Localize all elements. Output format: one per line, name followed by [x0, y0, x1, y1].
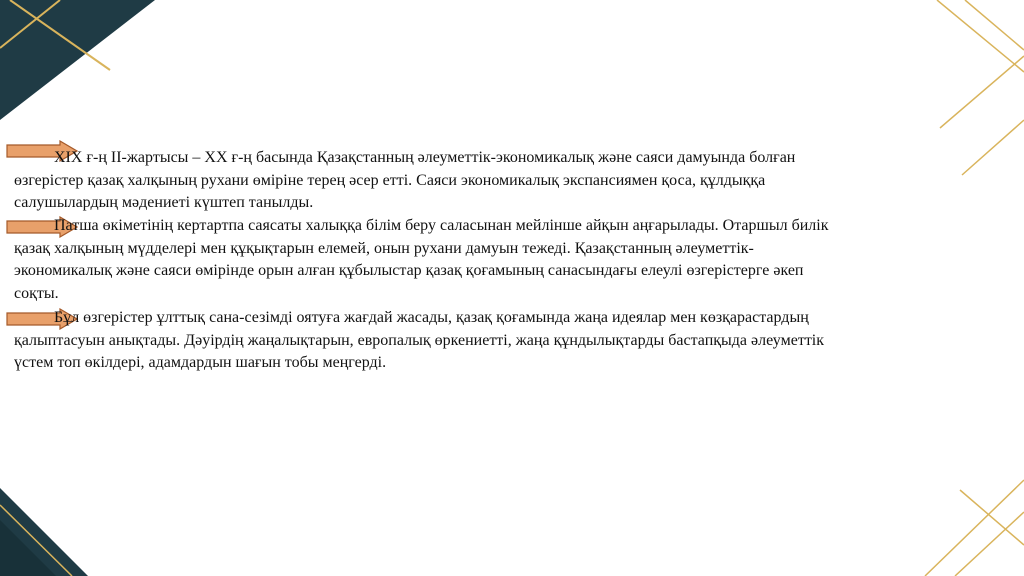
paragraph-2-text: Патша өкіметінің кертартпа саясаты халыққа білім беру саласынан мейлінше айқын аңғарылады. Отаршыл билік қазақ халқының мүдделері мен құқықтарын елемей, онын рухани дамуын тежеді. Қазақстанның әлеуметтік-экономикалық және саяси өмірінде орын алған құбылыстар қазақ қоғамының санасындағы елеулі өзгерістерге әкеп соқты.: [14, 217, 829, 302]
paragraph-3: [14, 307, 834, 375]
bottom-right-gold-line: [960, 490, 1024, 545]
top-right-gold-line: [937, 0, 1024, 72]
bottom-left-teal-shape: [0, 488, 88, 576]
paragraph-3-text: Бұл өзгерістер ұлттық сана-сезімді оятуға жағдай жасады, қазақ қоғамында жаңа идеялар мен көзқарастардың қалыптасуын анықтады. Дәуірдің жаңалықтарын, европалық өркениетті, жаңа құндылықтарды бастапқыда әлеуметтік үстем топ өкілдері, адамдардын шағын тобы меңгерді.: [14, 309, 825, 371]
top-right-gold-line: [940, 56, 1024, 128]
bottom-left-gold-line: [0, 505, 72, 576]
paragraph-1: [14, 147, 834, 215]
top-left-gold-line: [0, 0, 60, 48]
paragraph-2: [14, 215, 834, 305]
paragraph-1-text: XIX ғ-ң II-жартысы – XX ғ-ң басында Қазақстанның әлеуметтік-экономикалық және саяси дамуында болған өзгерістер қазақ халқының рухани өміріне терең әсер етті. Саяси экономикалық экспансиямен қоса, құлдыққа салушылардың мәдениеті күштеп танылды.: [14, 149, 796, 211]
top-right-gold-line: [962, 120, 1024, 175]
bottom-right-gold-line: [925, 480, 1024, 576]
bottom-right-gold-line: [955, 512, 1024, 576]
top-right-gold-line: [965, 0, 1024, 50]
top-left-gold-line: [10, 0, 110, 70]
bottom-left-teal-shape: [0, 520, 56, 576]
top-left-teal-shape: [0, 0, 155, 120]
